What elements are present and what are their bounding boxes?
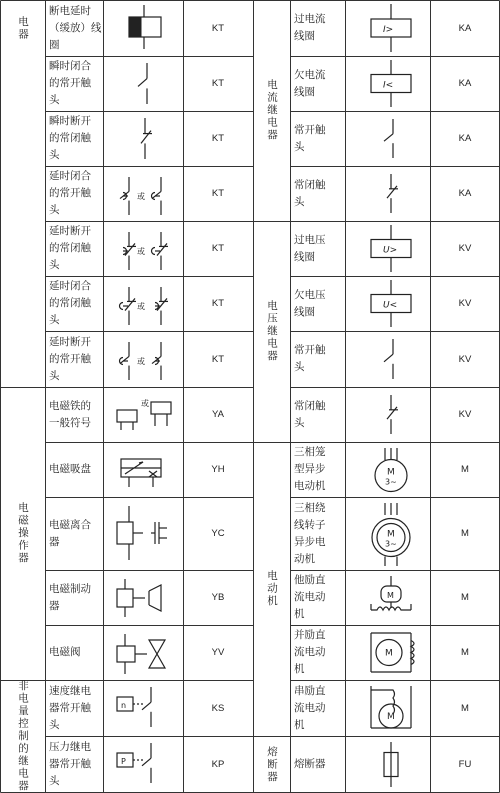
row-code: M xyxy=(461,647,469,658)
category-label-relay: 电器 xyxy=(17,15,29,41)
category-label-voltage-relay: 电压继电器 xyxy=(266,300,278,363)
row-name: 压力继电 器常开触 头 xyxy=(49,741,91,787)
row-code: KA xyxy=(458,133,472,144)
undervoltage-coil-icon xyxy=(363,280,419,327)
row-name: 延时闭合 的常开触 头 xyxy=(49,170,91,216)
row-code: KT xyxy=(211,78,225,89)
row-name: 他励直 流电动 机 xyxy=(294,574,326,620)
row-code: KS xyxy=(211,702,225,714)
or-text: 或 xyxy=(137,192,145,201)
svg-text:M: M xyxy=(387,467,395,478)
row-code: KT xyxy=(211,133,225,144)
electromagnet-icon xyxy=(115,392,173,437)
row-code: KP xyxy=(211,759,225,770)
row-code: M xyxy=(461,528,469,539)
speed-relay-icon xyxy=(115,685,173,731)
overvoltage-coil-icon xyxy=(363,225,419,272)
contact-instant-no-icon xyxy=(115,61,173,106)
row-code: KT xyxy=(211,298,225,309)
contact-nc-icon xyxy=(363,391,419,438)
fuse-icon xyxy=(363,740,419,789)
row-name: 过电压 线圈 xyxy=(294,233,326,263)
row-name: 常闭触 头 xyxy=(294,399,326,429)
row-name: 延时闭合 的常闭触 头 xyxy=(49,280,91,326)
row-code: M xyxy=(461,702,469,714)
solenoid-valve-icon xyxy=(115,630,173,675)
row-code: KV xyxy=(458,243,472,254)
wound-rotor-motor-icon xyxy=(363,501,419,566)
svg-text:U>: U> xyxy=(383,245,398,256)
row-code: KA xyxy=(458,78,472,89)
svg-text:M: M xyxy=(387,591,394,600)
row-name: 电磁阀 xyxy=(49,646,81,658)
svg-text:I<: I< xyxy=(383,80,394,91)
pressure-relay-icon xyxy=(115,741,173,788)
separately-excited-dc-motor-icon xyxy=(363,574,419,621)
svg-text:P: P xyxy=(121,757,126,766)
delay-close-nc-icon xyxy=(115,281,173,326)
row-code: YV xyxy=(211,647,225,658)
row-code: KV xyxy=(458,353,472,365)
svg-text:M: M xyxy=(387,712,395,722)
shunt-dc-motor-icon xyxy=(363,629,419,676)
row-code: KT xyxy=(211,243,225,254)
row-code: KT xyxy=(211,353,225,365)
row-name: 常开触 头 xyxy=(294,123,326,153)
svg-text:M: M xyxy=(385,648,393,659)
row-name: 断电延时 （缓放）线 圈 xyxy=(49,4,102,51)
row-name: 三相笼 型异步 电动机 xyxy=(294,446,326,492)
row-code: YA xyxy=(212,409,224,420)
row-name: 常开触 头 xyxy=(294,344,326,373)
row-name: 电磁制动 器 xyxy=(49,582,91,612)
category-label-current-relay: 电流继电器 xyxy=(266,79,278,142)
row-code: KA xyxy=(458,188,472,199)
row-name: 并励直 流电动 机 xyxy=(294,629,326,675)
row-name: 常闭触 头 xyxy=(294,178,326,208)
or-text: 或 xyxy=(137,247,145,256)
category-label-motor: 电动机 xyxy=(266,570,278,608)
svg-text:M: M xyxy=(387,529,395,540)
svg-text:n: n xyxy=(121,701,127,710)
row-name: 熔断器 xyxy=(294,758,326,770)
row-name: 速度继电 器常开触 头 xyxy=(49,684,91,731)
row-code: KA xyxy=(458,22,472,34)
magnetic-clutch-icon xyxy=(115,502,173,565)
row-name: 串励直 流电动 机 xyxy=(294,684,326,731)
series-dc-motor-icon xyxy=(363,684,419,732)
squirrel-cage-motor-icon xyxy=(363,446,419,493)
or-text: 或 xyxy=(137,357,145,366)
contact-instant-nc-icon xyxy=(115,116,173,161)
category-label-nonelectric-relay: 非电量控制的继电器 xyxy=(17,680,29,793)
row-code: FU xyxy=(458,759,472,770)
row-code: YB xyxy=(211,592,225,603)
delay-close-no-icon xyxy=(115,171,173,216)
contact-no-icon xyxy=(363,115,419,162)
overcurrent-coil-icon xyxy=(363,4,419,52)
row-code: M xyxy=(461,592,469,603)
svg-text:3~: 3~ xyxy=(385,477,397,487)
category-label-electromagnet: 电磁操作器 xyxy=(17,502,29,565)
row-name: 延时断开 的常开触 头 xyxy=(49,335,91,382)
row-name: 欠电压 线圈 xyxy=(294,288,326,318)
svg-text:或: 或 xyxy=(141,399,149,408)
row-name: 电磁铁的 一般符号 xyxy=(49,399,91,429)
row-code: KV xyxy=(458,298,472,309)
delay-open-no-icon xyxy=(115,336,173,382)
row-name: 电磁吸盘 xyxy=(49,463,91,475)
row-name: 瞬时断开 的常闭触 头 xyxy=(49,115,91,161)
undercurrent-coil-icon xyxy=(363,60,419,107)
contact-no-icon xyxy=(363,335,419,383)
svg-text:U<: U< xyxy=(383,300,398,311)
row-name: 瞬时闭合 的常开触 头 xyxy=(49,60,91,106)
row-code: M xyxy=(461,464,469,475)
contact-nc-icon xyxy=(363,170,419,217)
svg-text:3~: 3~ xyxy=(385,539,397,549)
coil-off-delay-icon xyxy=(115,5,173,51)
magnetic-chuck-icon xyxy=(115,447,173,492)
magnetic-brake-icon xyxy=(115,575,173,620)
row-name: 欠电流 线圈 xyxy=(294,68,326,98)
row-code: KV xyxy=(458,409,472,420)
row-code: KT xyxy=(211,188,225,199)
category-label-fuse: 熔断器 xyxy=(266,745,278,784)
delay-open-nc-icon xyxy=(115,226,173,271)
row-name: 电磁离合 器 xyxy=(49,518,91,548)
svg-text:I>: I> xyxy=(383,25,394,35)
row-code: YH xyxy=(211,464,225,475)
row-name: 三相绕 线转子 异步电 动机 xyxy=(294,501,326,565)
row-name: 延时断开 的常闭触 头 xyxy=(49,225,91,271)
row-code: KT xyxy=(211,22,225,34)
row-name: 过电流 线圈 xyxy=(294,13,326,42)
or-text: 或 xyxy=(137,302,145,311)
row-code: YC xyxy=(211,528,225,539)
